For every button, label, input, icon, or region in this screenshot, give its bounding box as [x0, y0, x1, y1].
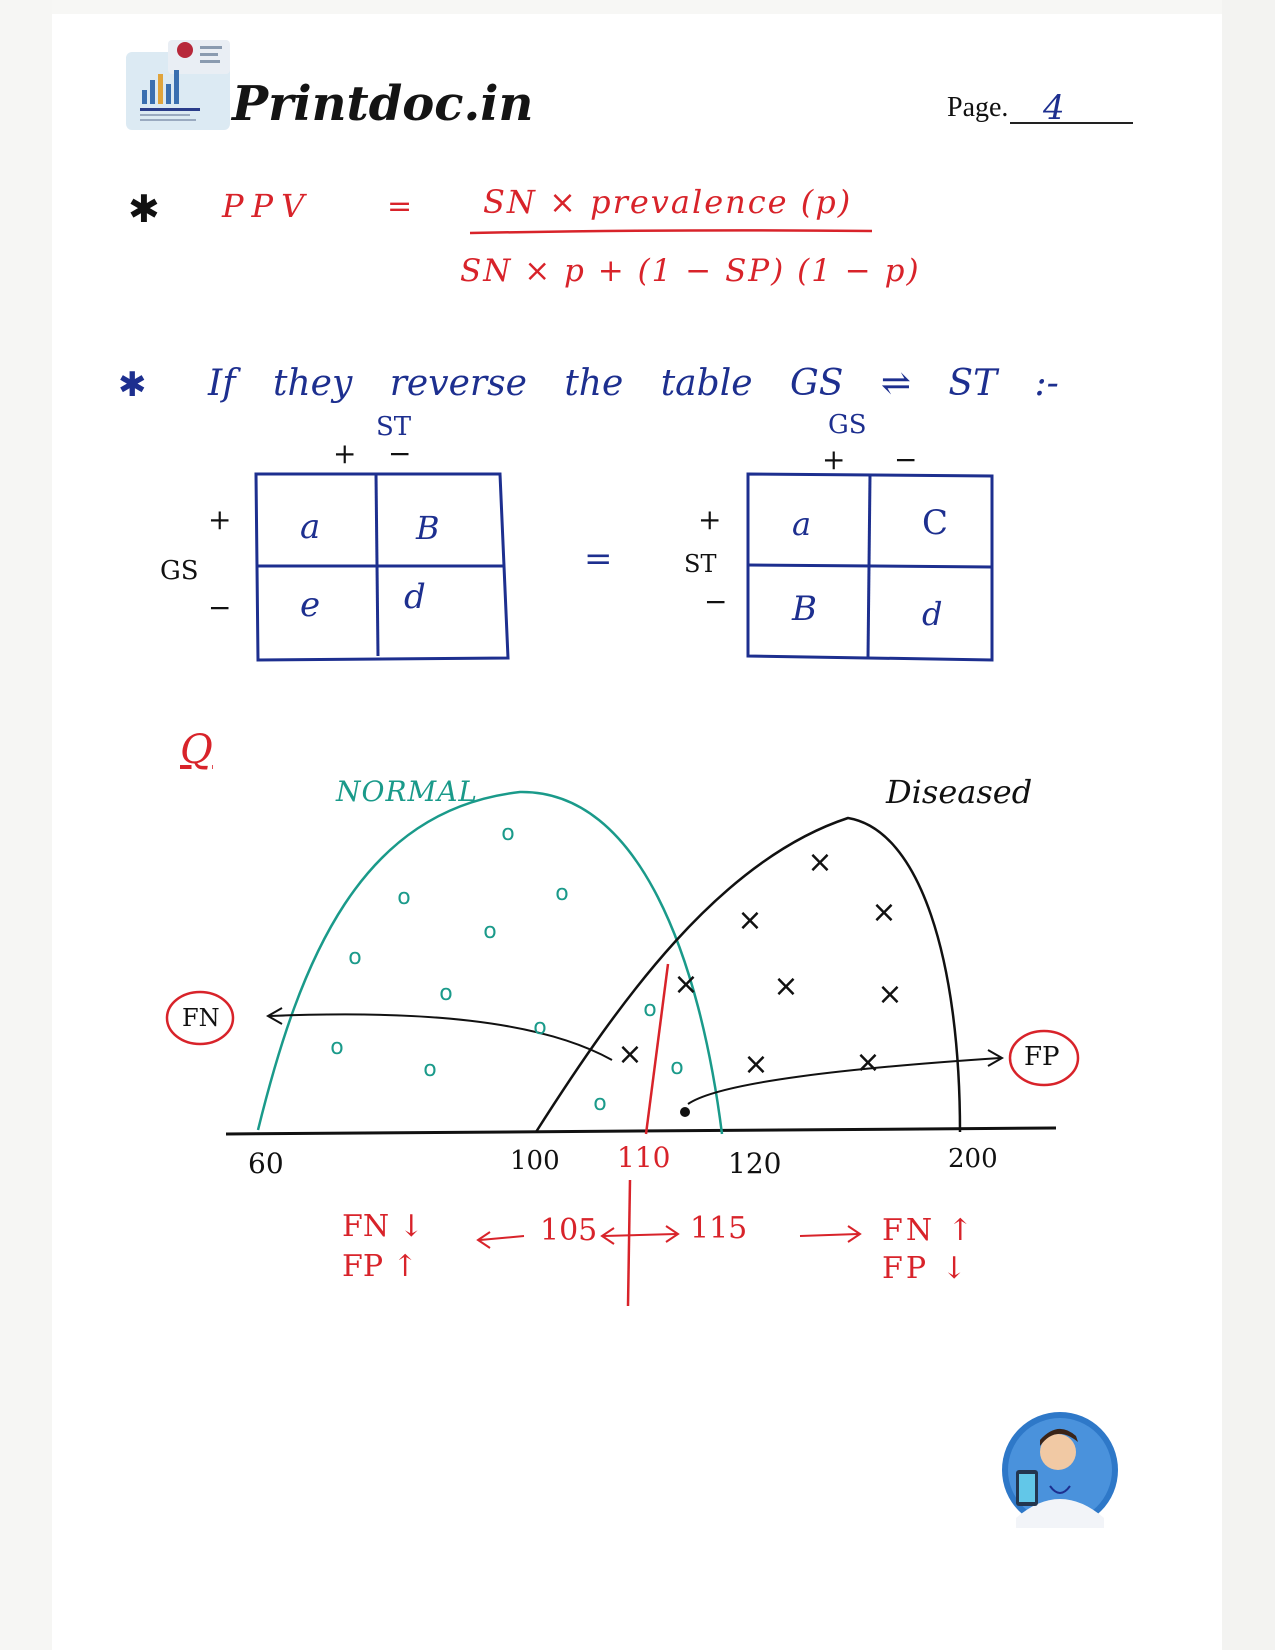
left-table-col-sign-minus: −	[388, 437, 412, 470]
normal-sample-marker: o	[643, 997, 657, 1022]
tables-equals-sign: =	[584, 539, 613, 579]
page-number: 4	[1043, 88, 1065, 128]
left-table-row-sign-minus: −	[208, 591, 232, 624]
normal-sample-marker: o	[397, 885, 411, 910]
left-table-cell-d: d	[404, 577, 426, 617]
formula-numerator: SN × prevalence (p)	[483, 183, 853, 221]
normal-sample-marker: o	[670, 1055, 684, 1080]
fn-label: FN	[182, 1004, 220, 1032]
right-table-col-sign-plus: +	[822, 443, 846, 476]
right-table-col-sign-minus: −	[894, 443, 918, 476]
diseased-sample-marker: ×	[673, 967, 699, 1002]
tick-60: 60	[248, 1147, 284, 1180]
normal-sample-marker: o	[555, 881, 569, 906]
normal-sample-marker: o	[501, 821, 515, 846]
right-note-fn: FN ↑	[882, 1213, 976, 1248]
right-table-col-header: GS	[828, 410, 867, 440]
high-cutoff-value: 115	[690, 1211, 748, 1246]
normal-sample-marker: o	[593, 1091, 607, 1116]
normal-sample-marker: o	[330, 1035, 344, 1060]
right-table-cell-a: a	[792, 505, 812, 543]
diseased-sample-marker: ×	[773, 969, 799, 1004]
right-table-row-sign-minus: −	[704, 585, 728, 618]
diseased-sample-marker: ×	[871, 895, 897, 930]
left-table-col-sign-plus: +	[333, 437, 357, 470]
right-table-cell-b: B	[792, 589, 817, 629]
left-note-fp: FP ↑	[342, 1249, 418, 1284]
reverse-note-bullet-icon: ✱	[118, 365, 147, 405]
diseased-sample-marker: ×	[737, 903, 763, 938]
tick-110: 110	[617, 1141, 671, 1174]
right-table-row-sign-plus: +	[698, 503, 722, 536]
diseased-sample-marker: ×	[855, 1045, 881, 1080]
formula-equals: =	[387, 189, 413, 224]
diseased-sample-marker: ×	[617, 1037, 643, 1072]
right-table-cell-c: C	[922, 503, 949, 543]
tick-200: 200	[948, 1144, 998, 1174]
question-label: Q	[180, 727, 213, 773]
left-table-row-sign-plus: +	[208, 503, 232, 536]
right-note-fp: FP ↓	[882, 1251, 970, 1286]
page-label: Page.	[947, 92, 1009, 123]
ppv-label: PPV	[222, 187, 313, 225]
low-cutoff-value: 105	[540, 1213, 598, 1248]
left-table-cell-a: a	[300, 507, 321, 547]
tick-120: 120	[728, 1147, 782, 1180]
brand-name: Printdoc.in	[232, 76, 534, 132]
tick-100: 100	[510, 1146, 560, 1176]
left-table-cell-e: e	[300, 585, 321, 625]
left-table-col-header: ST	[376, 412, 412, 442]
left-note-fn: FN ↓	[342, 1209, 424, 1244]
formula-bullet-icon: ✱	[128, 187, 160, 231]
normal-sample-marker: o	[423, 1057, 437, 1082]
normal-sample-marker: o	[439, 981, 453, 1006]
diseased-sample-marker: ×	[807, 845, 833, 880]
normal-sample-marker: o	[348, 945, 362, 970]
right-table-cell-d: d	[922, 595, 943, 633]
normal-sample-marker: o	[483, 919, 497, 944]
left-table-cell-b: B	[416, 509, 440, 547]
right-table-row-header: ST	[684, 550, 717, 578]
reverse-note-text: If they reverse the table GS ⇌ ST :-	[208, 363, 1059, 404]
normal-curve-label: NORMAL	[336, 775, 479, 808]
fp-label: FP	[1024, 1042, 1060, 1072]
normal-sample-marker: o	[533, 1015, 547, 1040]
left-table-row-header: GS	[160, 556, 199, 586]
formula-denominator: SN × p + (1 − SP) (1 − p)	[460, 253, 921, 289]
diseased-curve-label: Diseased	[886, 773, 1033, 811]
diseased-sample-marker: ×	[877, 977, 903, 1012]
diseased-sample-marker: ×	[743, 1047, 769, 1082]
